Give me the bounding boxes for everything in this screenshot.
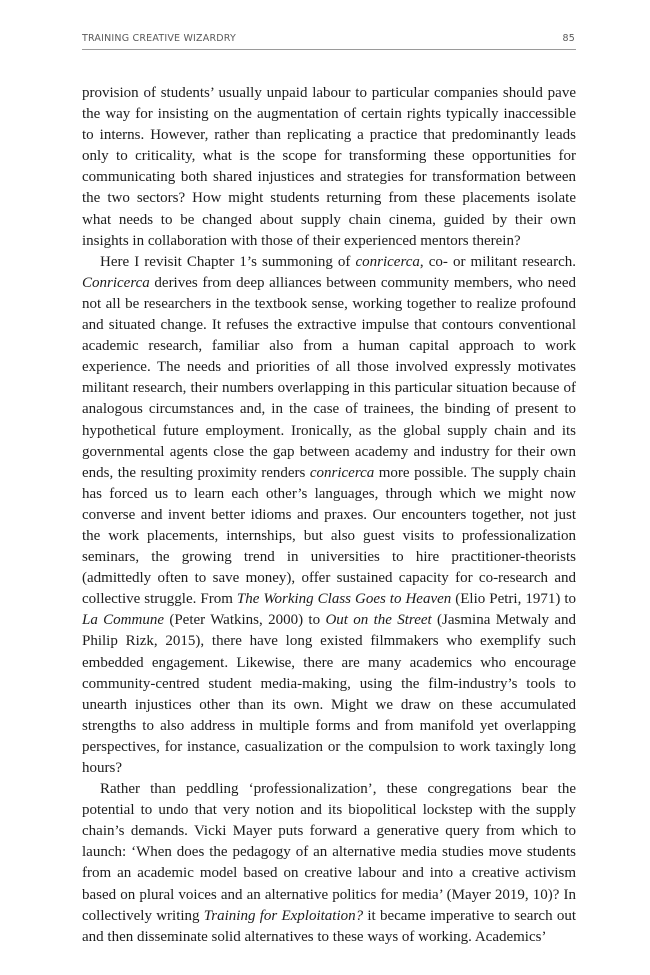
italic-run: The Working Class Goes to Heaven (236, 591, 452, 608)
text-run: Here I revisit Chapter 1’s summoning of (100, 253, 356, 270)
italic-run: Training for Exploitation? (203, 907, 364, 924)
italic-run: La Commune (82, 612, 165, 629)
paragraph-3 (82, 779, 576, 948)
text-run: (Elio Petri, 1971) to (451, 591, 576, 608)
text-run: Rather than peddling ‘professionalization’, these congregations bear the potential to undo that very notion and its biopolitical lockstep with the supply chain’s demands. Vicki Mayer puts forward a generative query from which to launch: ‘When does the pedagogy of an alternative media studies move students from an academic model based on creative labour and into a creative activism based on plural voices and an alternative politics for media’ (Mayer 2019, 10)? In collectively writing (82, 781, 576, 924)
text-run: more possible. The supply chain has forced us to learn each other’s languages, through which we might now converse and invent better idioms and praxes. Our encounters together, not just the work placements, internships, but also guest visits to professionalization seminars, the growing trend in universities to hire practitioner-theorists (admittedly often to save money), offer sustained capacity for co-research and collective struggle. From (82, 464, 577, 608)
text-run: it became imperative to search out and then disseminate solid alternatives to these ways of working. Academics’ (82, 907, 576, 945)
text-run: (Peter Watkins, 2000) to (164, 612, 326, 629)
paragraph-1 (82, 83, 576, 252)
text-run: (Jasmina Metwaly and Philip Rizk, 2015), there have long existed filmmakers who exemplify such embedded engagement. Likewise, there are many academics who encourage community-centred student media-making, using the film-industry’s tools to unearth injustices other than its own. Might we draw on these accumulated strengths to also address in multiple forms and from manifold yet overlapping perspectives, for instance, casualization or the compulsion to work taxingly long hours? (82, 612, 577, 776)
page-number: 85 (562, 33, 575, 44)
paragraph-2 (82, 252, 576, 779)
italic-run: conricerca (309, 464, 375, 481)
text-run: , co- or militant research. (419, 253, 576, 270)
italic-run: Out on the Street (325, 612, 432, 629)
italic-run: Conricerca (82, 274, 150, 291)
body-text (82, 83, 576, 948)
text-run: provision of students’ usually unpaid labour to particular companies should pave the way for insisting on the augmentation of certain rights typically inaccessible to interns. However, rather than replicating a practice that predominantly leads only to criticality, what is the scope for transforming these opportunities for communicating both shared injustices and strategies for transformation between the two sectors? How might students returning from these placements isolate what needs to be changed about supply chain cinema, guided by their own insights in collaboration with those of their experienced mentors therein? (82, 85, 576, 249)
running-head-title: TRAINING CREATIVE WIZARDRY (82, 33, 236, 44)
italic-run: conricerca (355, 253, 420, 270)
running-head (82, 33, 576, 50)
text-run: derives from deep alliances between community members, who need not all be researchers in the textbook sense, working together to realize profound and situated change. It refuses the extractive impulse that contours conventional academic research, familiar also from a human capital approach to work experience. The needs and priorities of all those involved expressly motivates militant research, their numbers overlapping in this particular situation because of analogous circumstances and, in the case of trainees, the binding of present to hypothetical future employment. Ironically, as the global supply chain and its governmental agents close the gap between academy and industry for their own ends, the resulting proximity renders (82, 274, 576, 481)
